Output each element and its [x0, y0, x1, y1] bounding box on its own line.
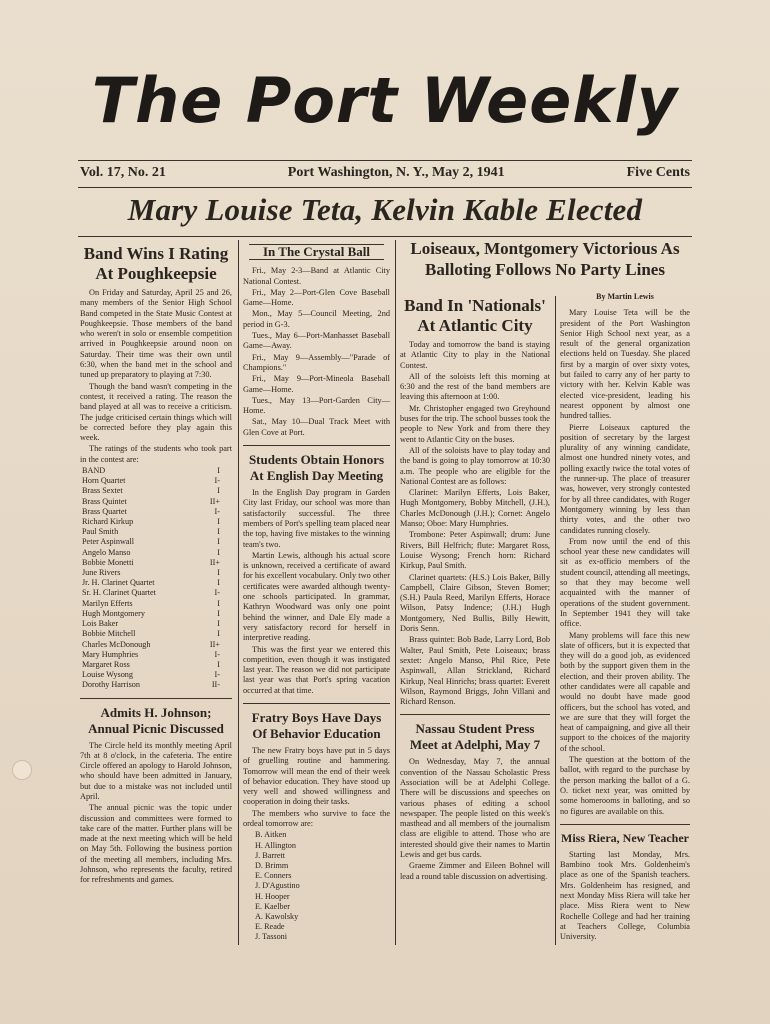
- rating-row: [80, 619, 232, 629]
- rating-value: I-: [214, 588, 220, 598]
- rating-name: Bobbie Monetti: [82, 557, 134, 567]
- rating-name: Hugh Montgomery: [82, 608, 145, 618]
- rating-name: Louise Wysong: [82, 670, 133, 680]
- info-line: [80, 165, 690, 181]
- separator: [243, 703, 390, 704]
- rating-name: Charles McDonough: [82, 639, 151, 649]
- crystal-item: Sat., May 10—Dual Track Meet with Glen Cove at Port.: [243, 417, 390, 437]
- rating-name: Marilyn Efferts: [82, 598, 133, 608]
- rating-row: [80, 548, 232, 558]
- fratry-member-list: [255, 830, 390, 942]
- rating-value: I: [217, 608, 220, 618]
- band-headline: Band Wins I Rating At Poughkeepsie: [83, 244, 229, 283]
- riera-headline: Miss Riera, New Teacher: [561, 830, 689, 845]
- rating-value: I: [217, 527, 220, 537]
- crystal-item: Tues., May 6—Port-Manhasset Baseball Game—Away.: [243, 331, 390, 351]
- rating-row: [80, 629, 232, 639]
- loiseaux-paragraph: The question at the bottom of the ballot, with regard to the purchase by the person marking the ballot of a G. O. ticket next year, was omitted by some homerooms in balloting, and so no figures are available on this.: [560, 755, 690, 816]
- rating-value: I: [217, 537, 220, 547]
- rating-value: I: [217, 547, 220, 557]
- atlantic-paragraph: Today and tomorrow the band is staying at Atlantic City to play in the National Contest.: [400, 340, 550, 370]
- rating-name: Sr. H. Clarinet Quartet: [82, 588, 156, 598]
- crystal-item: Mon., May 5—Council Meeting, 2nd period in G-3.: [243, 309, 390, 329]
- crystal-item: Fri., May 2-3—Band at Atlantic City National Contest.: [243, 266, 390, 286]
- english-paragraph: This was the first year we entered this competition, even though it was instigated last year. The reason we did not participate last year was that Port's spring vacation occurred at that time.: [243, 644, 390, 695]
- column-3: [400, 296, 550, 883]
- loiseaux-head: [400, 238, 690, 280]
- rating-row: [80, 476, 232, 486]
- rating-name: Jr. H. Clarinet Quartet: [82, 578, 155, 588]
- rating-name: Brass Sextet: [82, 486, 123, 496]
- crystal-ball-list: [243, 266, 390, 438]
- atlantic-paragraph: Brass quintet: Bob Bade, Larry Lord, Bob Walter, Paul Smith, Pete Loiseaux; brass sextet: Angelo Manso, Phil Rice, Pete Aspinwall, Allan Strickland, Richard Kirkup, Neal Hinrichs; brass quartet: Everett Wilson, Raymond Briggs, John Villani and Richard Renson.: [400, 635, 550, 707]
- atlantic-paragraph: All of the soloists left this morning at 6:30 and the rest of the band members are leaving this afternoon at 1:00.: [400, 371, 550, 402]
- band-paragraph: The ratings of the students who took part in the contest are:: [80, 444, 232, 464]
- rating-name: BAND: [82, 466, 106, 476]
- fratry-paragraph: The new Fratry boys have put in 5 days of gruelling routine and hammering. Tomorrow will mean the end of their week of behavior education. They have stood up very well and showed willingness and cooperation in doing their tasks.: [243, 745, 390, 807]
- band-paragraph: On Friday and Saturday, April 25 and 26, many members of the Senior High School Band competed in the State Music Contest at Poughkeepsie. Those members of the band who weren't in solo or ensemble competition arrived in Poughkeepsie around noon on Saturday. Their time was their own until 6:30, when the band met in the school and tuned up preparatory to playing at 7:30.: [80, 288, 232, 380]
- fratry-headline: Fratry Boys Have Days Of Behavior Education: [251, 709, 382, 741]
- johnson-headline: Admits H. Johnson; Annual Picnic Discussed: [88, 704, 224, 736]
- rating-row: [80, 578, 232, 588]
- nassau-paragraph: Graeme Zimmer and Eileen Bohnel will lead a round table discussion on advertising.: [400, 861, 550, 881]
- crystal-item: Fri., May 9—Assembly—"Parade of Champions.": [243, 352, 390, 372]
- crystal-item: Fri., May 2—Port-Glen Cove Baseball Game—Home.: [243, 287, 390, 308]
- rating-name: Mary Humphries: [82, 649, 139, 659]
- rating-value: I: [217, 629, 220, 639]
- nassau-headline: Nassau Student Press Meet at Adelphi, May 7: [409, 721, 541, 753]
- place-date: Port Washington, N. Y., May 2, 1941: [287, 165, 505, 180]
- fratry-member: E. Conners: [255, 871, 292, 881]
- loiseaux-paragraph: Pierre Loiseaux captured the position of secretary by the largest plurality of any winning candidate, almost one hundred ninety votes, and polling exactly twice the total votes of the runner-up. The place of treasurer was, however, very strongly contested for by all three candidates, with Roger Montgomery winning by less than thirty votes, and the other two candidates running closely.: [560, 422, 690, 535]
- rating-row: [80, 670, 232, 680]
- byline: By Martin Lewis: [596, 292, 654, 301]
- column-2: [243, 244, 390, 943]
- rating-value: II+: [209, 496, 220, 506]
- crystal-item: Tues., May 13—Port-Garden City—Home.: [243, 395, 390, 416]
- rating-name: Paul Smith: [82, 527, 119, 537]
- loiseaux-paragraph: Mary Louise Teta will be the president of the Port Washington Senior High School next year, as a result of the general organization elections held on Tuesday. She placed first by a margin of over sixty votes, but failed to carry any of her party to victory with her. Kelvin Kable was elected vice-president, leading his nearest opponent by almost one hundred tallies.: [560, 308, 690, 421]
- rating-row: [80, 517, 232, 527]
- atlantic-paragraph: Clarinet quartets: (H.S.) Lois Baker, Billy Campbell, Claire Gibson, Steven Bomer; (S.H.) Paula Reed, Marilyn Efferts, Horace Wilson, Patsy Indence; (J.H.) Hugh Montgomery, Ned Bullis, Billy Hewitt, Doris Senn.: [400, 572, 550, 634]
- fratry-member: E. Kaelber: [255, 901, 291, 911]
- rating-name: Richard Kirkup: [82, 517, 134, 527]
- column-1: [80, 244, 232, 887]
- riera-paragraph: Starting last Monday, Mrs. Bambino took Mrs. Goldenheim's place as one of the Spanish teachers. Mrs. Goldenheim has resigned, and next Monday Miss Riera will take her place. Miss Riera went to New Rochelle College and had her training at Teachers College, Columbia University.: [560, 849, 690, 942]
- rating-row: [80, 558, 232, 568]
- rating-value: I: [217, 598, 220, 608]
- column-divider: [395, 240, 396, 945]
- rating-value: II-: [211, 680, 220, 690]
- rating-value: II+: [209, 639, 220, 649]
- price: Five Cents: [626, 165, 690, 180]
- separator: [400, 714, 550, 715]
- johnson-paragraph: The Circle held its monthly meeting April 7th at 8 o'clock, in the cafeteria. The entire Circle offered an apology to Harold Johnson, who should have been admitted in January, but due to a mistake was not included until April.: [80, 740, 232, 801]
- info-rule: [78, 187, 692, 188]
- rating-name: Lois Baker: [82, 619, 119, 629]
- fratry-member: H. Allington: [255, 840, 296, 850]
- rating-row: [80, 497, 232, 507]
- fratry-member: D. Brimm: [255, 860, 289, 870]
- rating-row: [80, 527, 232, 537]
- rating-value: I: [217, 619, 220, 629]
- fratry-member: J. Barrett: [255, 850, 286, 860]
- masthead-title: The Port Weekly: [91, 64, 679, 137]
- separator: [243, 445, 390, 446]
- ratings-list: [80, 466, 232, 690]
- rating-name: Horn Quartet: [82, 476, 126, 486]
- rating-name: Dorothy Harrison: [82, 680, 140, 690]
- english-paragraph: In the English Day program in Garden City last Friday, our school was more than satisfactorily successful. The three members of Port's spelling team placed near the top, having five mistakes to the winning team's two.: [243, 488, 390, 549]
- volume-number: Vol. 17, No. 21: [80, 165, 166, 180]
- rating-name: Margaret Ross: [82, 659, 130, 669]
- loiseaux-paragraph: From now until the end of this school year these new candidates will sit as ex-officio members of the student council, attending all meetings, so that they may become well acquainted with the manner of operations of the student government. In September 1941 they will take office.: [560, 536, 690, 629]
- rating-row: [80, 537, 232, 547]
- loiseaux-headline: Loiseaux, Montgomery Victorious As Balloting Follows No Party Lines: [410, 239, 680, 279]
- rating-name: Brass Quartet: [82, 506, 127, 516]
- atlantic-paragraph: Mr. Christopher engaged two Greyhound buses for the trip. The school busses took the people to New York and from there they went to Atlantic City on the buses.: [400, 403, 550, 444]
- atlantic-paragraph: Trombone: Peter Aspinwall; drum: June Rivers, Bill Helfrich; flute: Margaret Ross, Louise Wysong; French horn: Richard Kirkup, Paul Smith.: [400, 530, 550, 571]
- rating-value: I: [217, 578, 220, 588]
- rating-name: Brass Quintet: [82, 496, 127, 506]
- band-paragraph: Though the band wasn't competing in the contest, it received a rating. The reason the band played at all was to receive a criticism. The judge criticised certain things which will be corrected before they play again this week.: [80, 381, 232, 443]
- english-paragraph: Martin Lewis, although his actual score is unknown, received a certificate of award for his excellent vocabulary. Only two other certificates were awarded although twenty-one schools participated. In grammar, Kathryn Woodward was only one point behind the winner, and Dale Ely made a very satisfactory record for herself in interpretive reading.: [243, 550, 390, 643]
- crystal-item: Fri., May 9—Port-Mineola Baseball Game—Home.: [243, 374, 390, 394]
- atlantic-paragraph: Clarinet: Marilyn Efferts, Lois Baker, Hugh Montgomery, Bobby Mitchell, (J.H.), Charles McDonough (J.H.); Cornet: Angelo Manso; Oboe: Mary Humphries.: [400, 488, 550, 529]
- loiseaux-paragraph: Many problems will face this new slate of officers, but it is expected that they will do a good job, as evidenced both by the support given them in the election, and their proven ability. The other candidates were all capable and would no doubt have made good officers, but the school has voted, and we are sure that they will forget the heat of campaigning, and give all their support to the choices of the majority of the school.: [560, 630, 690, 753]
- rating-value: I-: [214, 476, 220, 486]
- column-4: [560, 290, 690, 944]
- rating-row: [80, 660, 232, 670]
- rating-row: [80, 588, 232, 598]
- rating-value: I-: [214, 506, 220, 516]
- headline-rule: [78, 236, 692, 237]
- johnson-paragraph: The annual picnic was the topic under discussion and committees were formed to take care of the matter. Further plans will be made at the next meeting which will be held on May 5th. Following the business portion of the meeting all members, including Mrs. Johnson, who represents the faculty, retired for refreshments and games.: [80, 803, 232, 885]
- nassau-paragraph: On Wednesday, May 7, the annual convention of the Nassau Scholastic Press Association will be at Adelphi College. There will be discussions and speeches on various phases of editing a school newspaper. The people listed on this week's masthead and all members of the journalism class are eligible to attend. Those who are interested should give their names to Martin Lewis and get bus cards.: [400, 757, 550, 860]
- fratry-paragraph: The members who survive to face the ordeal tomorrow are:: [243, 808, 390, 829]
- english-headline: Students Obtain Honors At English Day Meeting: [248, 452, 385, 484]
- column-divider: [238, 240, 239, 945]
- separator: [80, 698, 232, 699]
- atlantic-paragraph: All of the soloists have to play today and the band is going to play tomorrow at 10:30 a.m. The people who are eligible for the National Contest are as follows:: [400, 445, 550, 486]
- rating-row: [80, 609, 232, 619]
- rating-row: [80, 650, 232, 660]
- rating-row: [80, 599, 232, 609]
- rating-value: I: [217, 486, 220, 496]
- rating-row: [80, 507, 232, 517]
- rating-row: [80, 568, 232, 578]
- rating-value: I: [217, 659, 220, 669]
- rating-name: Bobbie Mitchell: [82, 629, 136, 639]
- fratry-member: H. Hooper: [255, 891, 290, 901]
- rating-value: I: [217, 517, 220, 527]
- rating-name: Peter Aspinwall: [82, 537, 135, 547]
- top-rule: [78, 160, 692, 161]
- fratry-member: E. Reade: [255, 922, 285, 932]
- atlantic-headline: Band In 'Nationals' At Atlantic City: [404, 296, 546, 335]
- rating-value: I-: [214, 670, 220, 680]
- fratry-member: J. D'Agustino: [255, 881, 300, 891]
- fratry-member: A. Kawolsky: [255, 911, 299, 921]
- separator: [560, 824, 690, 825]
- rating-value: I-: [214, 649, 220, 659]
- rating-row: [80, 680, 232, 690]
- rating-value: II+: [209, 557, 220, 567]
- punch-hole-mark: [12, 760, 32, 780]
- fratry-member: B. Aitken: [255, 830, 287, 840]
- rating-value: I: [217, 466, 220, 476]
- main-headline: Mary Louise Teta, Kelvin Kable Elected: [127, 192, 643, 227]
- rating-row: [80, 466, 232, 476]
- rating-row: [80, 486, 232, 496]
- rating-value: I: [217, 568, 220, 578]
- rating-name: Angelo Manso: [82, 547, 131, 557]
- column-divider: [555, 296, 556, 945]
- fratry-member: J. Tassoni: [255, 932, 288, 942]
- rating-row: [80, 640, 232, 650]
- crystal-ball-header: In The Crystal Ball: [249, 244, 384, 260]
- rating-name: June Rivers: [82, 568, 121, 578]
